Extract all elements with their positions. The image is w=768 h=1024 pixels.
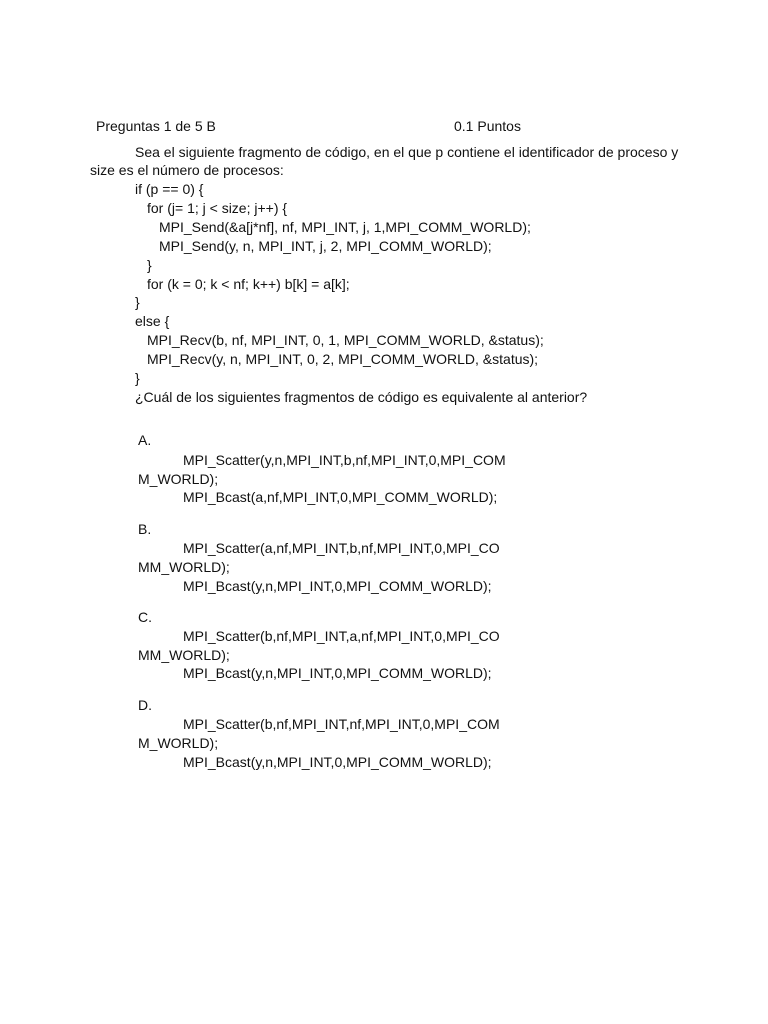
option-code-line: M_WORLD); [138,735,219,751]
option-code-line: MM_WORLD); [138,559,230,575]
question-intro-line-1: Sea el siguiente fragmento de código, en el que p contiene el identificador de proceso y [135,144,679,160]
option-letter: C. [138,609,152,625]
code-line: MPI_Recv(y, n, MPI_INT, 0, 2, MPI_COMM_WORLD, &status); [147,351,539,367]
option-code-line: MM_WORLD); [138,647,230,663]
code-line: for (k = 0; k < nf; k++) b[k] = a[k]; [147,276,350,292]
code-line: } [147,257,152,273]
code-line: if (p == 0) { [135,181,204,197]
option-code-line: MPI_Bcast(y,n,MPI_INT,0,MPI_COMM_WORLD); [183,754,492,770]
question-number-label: Preguntas 1 de 5 B [96,118,216,134]
code-line: for (j= 1; j < size; j++) { [147,200,288,216]
code-line: } [135,370,140,386]
question-intro-line-2: size es el número de procesos: [90,162,284,178]
option-code-line: MPI_Bcast(y,n,MPI_INT,0,MPI_COMM_WORLD); [183,578,492,594]
option-code-line: MPI_Scatter(y,n,MPI_INT,b,nf,MPI_INT,0,MPI_COM [183,452,506,468]
code-line: MPI_Recv(b, nf, MPI_INT, 0, 1, MPI_COMM_WORLD, &status); [147,332,544,348]
code-line: else { [135,313,170,329]
option-letter: B. [138,521,152,537]
option-letter: D. [138,697,152,713]
question-prompt: ¿Cuál de los siguientes fragmentos de código es equivalente al anterior? [135,389,588,405]
code-line: } [135,294,140,310]
option-code-line: MPI_Scatter(a,nf,MPI_INT,b,nf,MPI_INT,0,MPI_CO [183,540,500,556]
option-letter: A. [138,432,152,448]
code-line: MPI_Send(y, n, MPI_INT, j, 2, MPI_COMM_WORLD); [159,238,492,254]
points-label: 0.1 Puntos [454,118,521,134]
option-code-line: M_WORLD); [138,471,219,487]
code-line: MPI_Send(&a[j*nf], nf, MPI_INT, j, 1,MPI_COMM_WORLD); [159,219,531,235]
option-code-line: MPI_Scatter(b,nf,MPI_INT,a,nf,MPI_INT,0,MPI_CO [183,628,500,644]
option-code-line: MPI_Bcast(a,nf,MPI_INT,0,MPI_COMM_WORLD); [183,489,498,505]
option-code-line: MPI_Scatter(b,nf,MPI_INT,nf,MPI_INT,0,MPI_COM [183,716,500,732]
option-code-line: MPI_Bcast(y,n,MPI_INT,0,MPI_COMM_WORLD); [183,665,492,681]
